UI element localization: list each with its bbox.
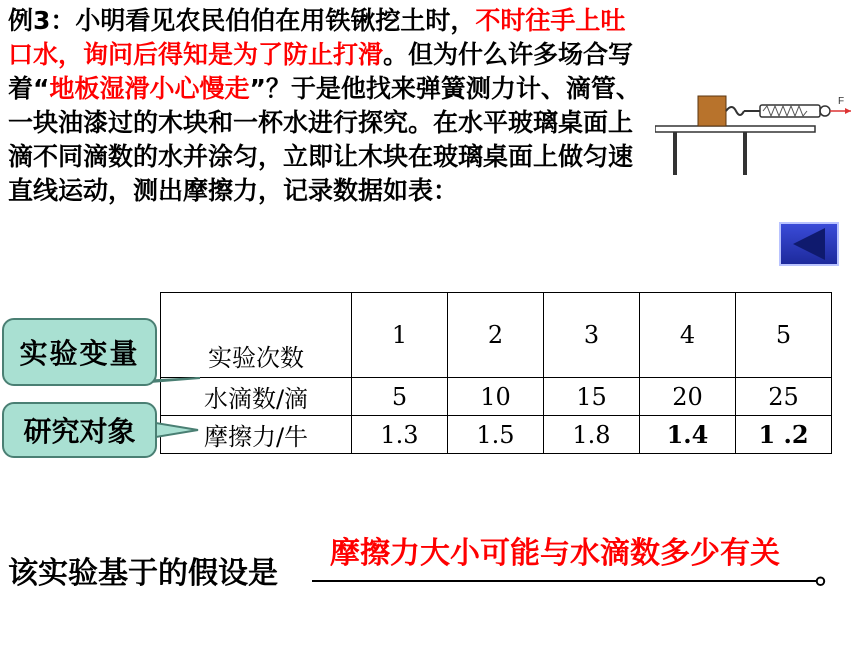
hypothesis-period: 。 — [815, 556, 845, 591]
table-cell: 1.3 — [352, 416, 448, 454]
table-cell: 1 .2 — [736, 416, 832, 454]
table-cell: 5 — [352, 378, 448, 416]
problem-text-part: ”？于是他找来弹簧测力计、滴管、一块油漆过的木块和一杯水进行探究。在水平玻璃桌面上滴不同滴数的水并涂匀，立即让木块在玻璃桌面上做匀速直线运动，测出摩擦力，记录数据如表： — [8, 74, 641, 205]
problem-text-part: 。但为什么许多场合写着“ — [8, 40, 634, 103]
problem-text — [8, 4, 648, 208]
table-cell: 20 — [640, 378, 736, 416]
hypothesis-prompt: 该实验基于的假设是 — [8, 556, 278, 591]
callout-variable-text: 实验变量 — [19, 337, 140, 370]
row-label-friction: 摩擦力/牛 — [161, 416, 352, 454]
row-label-trials: 实验次数 — [161, 293, 352, 378]
table-row — [161, 293, 832, 378]
table-cell: 4 — [640, 293, 736, 378]
answer-blank-line — [312, 580, 817, 582]
table-cell: 1 — [352, 293, 448, 378]
highlight-spit: 不时往手上吐口水，询问后得知是为了防止打滑 — [8, 6, 626, 69]
callout-variable — [2, 318, 157, 386]
table-cell: 25 — [736, 378, 832, 416]
force-label: F — [838, 96, 845, 107]
table-cell: 3 — [544, 293, 640, 378]
table-cell: 1.8 — [544, 416, 640, 454]
table-cell: 1.5 — [448, 416, 544, 454]
callout-subject — [2, 402, 157, 458]
hypothesis-answer: 摩擦力大小可能与水滴数多少有关 — [330, 536, 780, 571]
row-label-drops: 水滴数/滴 — [161, 378, 352, 416]
highlight-sign: 地板湿滑小心慢走 — [49, 74, 250, 103]
table-cell: 10 — [448, 378, 544, 416]
back-arrow-icon — [793, 228, 825, 260]
table-row — [161, 416, 832, 454]
data-table — [160, 292, 832, 454]
table-cell: 2 — [448, 293, 544, 378]
hook — [726, 107, 744, 115]
callout-subject-text: 研究对象 — [23, 415, 136, 448]
table-cell: 5 — [736, 293, 832, 378]
scale-ring — [820, 106, 830, 116]
table-cell: 15 — [544, 378, 640, 416]
table-row — [161, 378, 832, 416]
back-button[interactable] — [779, 222, 839, 266]
table-cell: 1.4 — [640, 416, 736, 454]
problem-text-part: 例3：小明看见农民伯伯在用铁锹挖土时， — [8, 6, 476, 35]
experiment-diagram — [655, 90, 855, 185]
glass-table-top — [655, 126, 815, 132]
wooden-block — [698, 96, 726, 126]
